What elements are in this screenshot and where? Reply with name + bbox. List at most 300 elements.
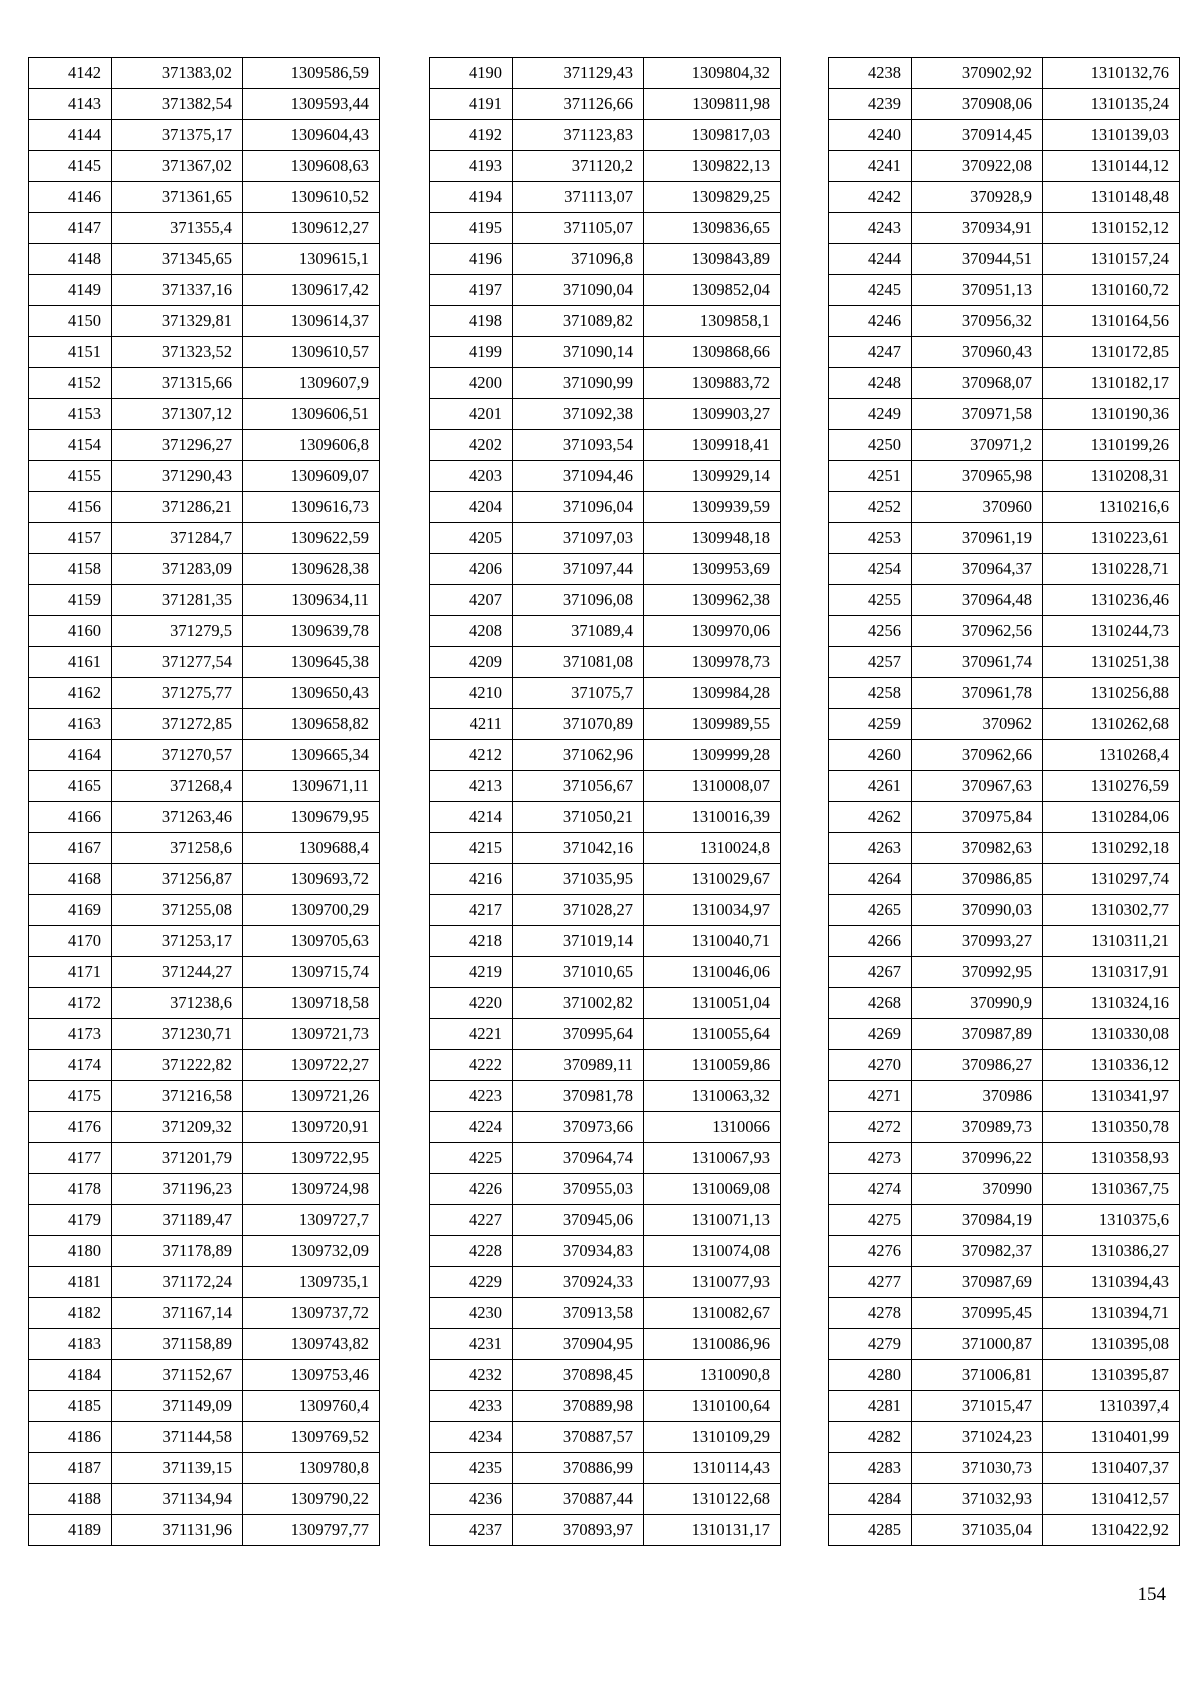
y-coordinate-cell: 1309811,98 (644, 89, 781, 120)
x-coordinate-cell: 370993,27 (912, 926, 1043, 957)
y-coordinate-cell: 1310074,08 (644, 1236, 781, 1267)
table-row (29, 1267, 380, 1298)
point-number-cell: 4178 (29, 1174, 112, 1205)
point-number-cell: 4199 (430, 337, 513, 368)
table-row (430, 492, 781, 523)
table-row (829, 833, 1180, 864)
point-number-cell: 4152 (29, 368, 112, 399)
table-row (29, 1329, 380, 1360)
table-row (829, 647, 1180, 678)
y-coordinate-cell: 1310040,71 (644, 926, 781, 957)
table-row (829, 1515, 1180, 1546)
y-coordinate-cell: 1310152,12 (1043, 213, 1180, 244)
point-number-cell: 4213 (430, 771, 513, 802)
table-row (29, 926, 380, 957)
point-number-cell: 4217 (430, 895, 513, 926)
table-row (430, 1112, 781, 1143)
y-coordinate-cell: 1310324,16 (1043, 988, 1180, 1019)
x-coordinate-cell: 371042,16 (513, 833, 644, 864)
x-coordinate-cell: 371050,21 (513, 802, 644, 833)
x-coordinate-cell: 370944,51 (912, 244, 1043, 275)
point-number-cell: 4268 (829, 988, 912, 1019)
point-number-cell: 4219 (430, 957, 513, 988)
y-coordinate-cell: 1310071,13 (644, 1205, 781, 1236)
x-coordinate-cell: 370982,37 (912, 1236, 1043, 1267)
table-row (29, 337, 380, 368)
y-coordinate-cell: 1309883,72 (644, 368, 781, 399)
y-coordinate-cell: 1309737,72 (243, 1298, 380, 1329)
y-coordinate-cell: 1310051,04 (644, 988, 781, 1019)
x-coordinate-cell: 370961,74 (912, 647, 1043, 678)
point-number-cell: 4246 (829, 306, 912, 337)
y-coordinate-cell: 1310422,92 (1043, 1515, 1180, 1546)
table-row (29, 368, 380, 399)
y-coordinate-cell: 1309948,18 (644, 523, 781, 554)
x-coordinate-cell: 370971,58 (912, 399, 1043, 430)
x-coordinate-cell: 371094,46 (513, 461, 644, 492)
x-coordinate-cell: 371000,87 (912, 1329, 1043, 1360)
x-coordinate-cell: 371097,03 (513, 523, 644, 554)
x-coordinate-cell: 370990,03 (912, 895, 1043, 926)
point-number-cell: 4176 (29, 1112, 112, 1143)
table-row (430, 337, 781, 368)
x-coordinate-cell: 371290,43 (112, 461, 243, 492)
x-coordinate-cell: 370975,84 (912, 802, 1043, 833)
point-number-cell: 4174 (29, 1050, 112, 1081)
x-coordinate-cell: 370971,2 (912, 430, 1043, 461)
y-coordinate-cell: 1310292,18 (1043, 833, 1180, 864)
y-coordinate-cell: 1310284,06 (1043, 802, 1180, 833)
table-row (29, 1174, 380, 1205)
table-row (829, 523, 1180, 554)
y-coordinate-cell: 1310077,93 (644, 1267, 781, 1298)
table-row (430, 988, 781, 1019)
table-row (829, 275, 1180, 306)
x-coordinate-cell: 371367,02 (112, 151, 243, 182)
table-row (829, 864, 1180, 895)
y-coordinate-cell: 1310109,29 (644, 1422, 781, 1453)
y-coordinate-cell: 1309705,63 (243, 926, 380, 957)
point-number-cell: 4172 (29, 988, 112, 1019)
point-number-cell: 4192 (430, 120, 513, 151)
point-number-cell: 4244 (829, 244, 912, 275)
y-coordinate-cell: 1309612,27 (243, 213, 380, 244)
x-coordinate-cell: 371355,4 (112, 213, 243, 244)
point-number-cell: 4271 (829, 1081, 912, 1112)
x-coordinate-cell: 371092,38 (513, 399, 644, 430)
point-number-cell: 4188 (29, 1484, 112, 1515)
x-coordinate-cell: 370964,48 (912, 585, 1043, 616)
x-coordinate-cell: 370965,98 (912, 461, 1043, 492)
point-number-cell: 4195 (430, 213, 513, 244)
table-row (829, 337, 1180, 368)
table-row (430, 1422, 781, 1453)
point-number-cell: 4254 (829, 554, 912, 585)
y-coordinate-cell: 1310114,43 (644, 1453, 781, 1484)
table-row (430, 802, 781, 833)
y-coordinate-cell: 1310394,43 (1043, 1267, 1180, 1298)
x-coordinate-cell: 371120,2 (513, 151, 644, 182)
table-row (430, 182, 781, 213)
y-coordinate-cell: 1309804,32 (644, 58, 781, 89)
y-coordinate-cell: 1309999,28 (644, 740, 781, 771)
x-coordinate-cell: 371315,66 (112, 368, 243, 399)
point-number-cell: 4180 (29, 1236, 112, 1267)
point-number-cell: 4196 (430, 244, 513, 275)
point-number-cell: 4235 (430, 1453, 513, 1484)
x-coordinate-cell: 371149,09 (112, 1391, 243, 1422)
y-coordinate-cell: 1309868,66 (644, 337, 781, 368)
table-row (430, 957, 781, 988)
table-row (29, 802, 380, 833)
point-number-cell: 4190 (430, 58, 513, 89)
x-coordinate-cell: 370913,58 (513, 1298, 644, 1329)
table-row (829, 1298, 1180, 1329)
x-coordinate-cell: 371062,96 (513, 740, 644, 771)
x-coordinate-cell: 370924,33 (513, 1267, 644, 1298)
point-number-cell: 4267 (829, 957, 912, 988)
table-row (829, 1081, 1180, 1112)
table-row (29, 554, 380, 585)
y-coordinate-cell: 1310228,71 (1043, 554, 1180, 585)
point-number-cell: 4146 (29, 182, 112, 213)
point-number-cell: 4206 (430, 554, 513, 585)
x-coordinate-cell: 370962,56 (912, 616, 1043, 647)
x-coordinate-cell: 370995,64 (513, 1019, 644, 1050)
table-row (829, 585, 1180, 616)
x-coordinate-cell: 371296,27 (112, 430, 243, 461)
x-coordinate-cell: 370961,19 (912, 523, 1043, 554)
y-coordinate-cell: 1309609,07 (243, 461, 380, 492)
coordinate-table-1 (28, 57, 380, 1546)
table-row (829, 492, 1180, 523)
y-coordinate-cell: 1309953,69 (644, 554, 781, 585)
y-coordinate-cell: 1310131,17 (644, 1515, 781, 1546)
x-coordinate-cell: 370928,9 (912, 182, 1043, 213)
x-coordinate-cell: 371178,89 (112, 1236, 243, 1267)
y-coordinate-cell: 1310297,74 (1043, 864, 1180, 895)
point-number-cell: 4249 (829, 399, 912, 430)
x-coordinate-cell: 371134,94 (112, 1484, 243, 1515)
point-number-cell: 4155 (29, 461, 112, 492)
y-coordinate-cell: 1309769,52 (243, 1422, 380, 1453)
point-number-cell: 4149 (29, 275, 112, 306)
table-row (29, 151, 380, 182)
table-row (829, 182, 1180, 213)
table-row (29, 833, 380, 864)
point-number-cell: 4221 (430, 1019, 513, 1050)
y-coordinate-cell: 1309721,73 (243, 1019, 380, 1050)
x-coordinate-cell: 370996,22 (912, 1143, 1043, 1174)
y-coordinate-cell: 1310164,56 (1043, 306, 1180, 337)
point-number-cell: 4179 (29, 1205, 112, 1236)
table-row (829, 1019, 1180, 1050)
y-coordinate-cell: 1310317,91 (1043, 957, 1180, 988)
point-number-cell: 4167 (29, 833, 112, 864)
x-coordinate-cell: 370956,32 (912, 306, 1043, 337)
x-coordinate-cell: 370962,66 (912, 740, 1043, 771)
point-number-cell: 4186 (29, 1422, 112, 1453)
table-row (829, 368, 1180, 399)
y-coordinate-cell: 1309817,03 (644, 120, 781, 151)
point-number-cell: 4273 (829, 1143, 912, 1174)
point-number-cell: 4145 (29, 151, 112, 182)
x-coordinate-cell: 370889,98 (513, 1391, 644, 1422)
table-row (29, 244, 380, 275)
table-row (829, 151, 1180, 182)
table-row (430, 1050, 781, 1081)
point-number-cell: 4203 (430, 461, 513, 492)
y-coordinate-cell: 1309743,82 (243, 1329, 380, 1360)
x-coordinate-cell: 371279,5 (112, 616, 243, 647)
y-coordinate-cell: 1309639,78 (243, 616, 380, 647)
x-coordinate-cell: 371263,46 (112, 802, 243, 833)
table-row (430, 585, 781, 616)
point-number-cell: 4245 (829, 275, 912, 306)
x-coordinate-cell: 370964,37 (912, 554, 1043, 585)
table-row (29, 430, 380, 461)
point-number-cell: 4274 (829, 1174, 912, 1205)
point-number-cell: 4263 (829, 833, 912, 864)
x-coordinate-cell: 370986 (912, 1081, 1043, 1112)
y-coordinate-cell: 1309634,11 (243, 585, 380, 616)
table-row (829, 1484, 1180, 1515)
table-row (29, 1143, 380, 1174)
table-row (829, 1174, 1180, 1205)
x-coordinate-cell: 371375,17 (112, 120, 243, 151)
y-coordinate-cell: 1309645,38 (243, 647, 380, 678)
table-row (430, 1019, 781, 1050)
point-number-cell: 4170 (29, 926, 112, 957)
x-coordinate-cell: 371158,89 (112, 1329, 243, 1360)
point-number-cell: 4214 (430, 802, 513, 833)
point-number-cell: 4153 (29, 399, 112, 430)
x-coordinate-cell: 371081,08 (513, 647, 644, 678)
y-coordinate-cell: 1310256,88 (1043, 678, 1180, 709)
y-coordinate-cell: 1310407,37 (1043, 1453, 1180, 1484)
y-coordinate-cell: 1309780,8 (243, 1453, 380, 1484)
table-row (829, 1050, 1180, 1081)
table-row (29, 988, 380, 1019)
point-number-cell: 4182 (29, 1298, 112, 1329)
x-coordinate-cell: 370908,06 (912, 89, 1043, 120)
point-number-cell: 4258 (829, 678, 912, 709)
table-row (829, 1112, 1180, 1143)
point-number-cell: 4228 (430, 1236, 513, 1267)
x-coordinate-cell: 370934,83 (513, 1236, 644, 1267)
table-row (29, 399, 380, 430)
point-number-cell: 4251 (829, 461, 912, 492)
point-number-cell: 4173 (29, 1019, 112, 1050)
y-coordinate-cell: 1309836,65 (644, 213, 781, 244)
x-coordinate-cell: 371035,95 (513, 864, 644, 895)
table-row (829, 1453, 1180, 1484)
table-row (829, 554, 1180, 585)
table-row (29, 182, 380, 213)
point-number-cell: 4269 (829, 1019, 912, 1050)
y-coordinate-cell: 1310311,21 (1043, 926, 1180, 957)
x-coordinate-cell: 371089,4 (513, 616, 644, 647)
y-coordinate-cell: 1309622,59 (243, 523, 380, 554)
point-number-cell: 4166 (29, 802, 112, 833)
x-coordinate-cell: 370961,78 (912, 678, 1043, 709)
x-coordinate-cell: 371323,52 (112, 337, 243, 368)
x-coordinate-cell: 371209,32 (112, 1112, 243, 1143)
x-coordinate-cell: 371255,08 (112, 895, 243, 926)
y-coordinate-cell: 1310367,75 (1043, 1174, 1180, 1205)
y-coordinate-cell: 1309610,52 (243, 182, 380, 213)
point-number-cell: 4158 (29, 554, 112, 585)
table-row (829, 1329, 1180, 1360)
point-number-cell: 4183 (29, 1329, 112, 1360)
y-coordinate-cell: 1309693,72 (243, 864, 380, 895)
y-coordinate-cell: 1309593,44 (243, 89, 380, 120)
table-row (829, 213, 1180, 244)
y-coordinate-cell: 1310386,27 (1043, 1236, 1180, 1267)
table-row (29, 89, 380, 120)
table-row (430, 895, 781, 926)
table-row (430, 740, 781, 771)
point-number-cell: 4142 (29, 58, 112, 89)
point-number-cell: 4257 (829, 647, 912, 678)
y-coordinate-cell: 1310208,31 (1043, 461, 1180, 492)
table-row (430, 1174, 781, 1205)
table-row (29, 1236, 380, 1267)
y-coordinate-cell: 1310139,03 (1043, 120, 1180, 151)
y-coordinate-cell: 1309586,59 (243, 58, 380, 89)
point-number-cell: 4156 (29, 492, 112, 523)
y-coordinate-cell: 1309606,51 (243, 399, 380, 430)
x-coordinate-cell: 371035,04 (912, 1515, 1043, 1546)
x-coordinate-cell: 371152,67 (112, 1360, 243, 1391)
point-number-cell: 4168 (29, 864, 112, 895)
table-row (829, 1360, 1180, 1391)
x-coordinate-cell: 370934,91 (912, 213, 1043, 244)
table-row (829, 461, 1180, 492)
point-number-cell: 4243 (829, 213, 912, 244)
table-row (829, 1236, 1180, 1267)
x-coordinate-cell: 371096,04 (513, 492, 644, 523)
x-coordinate-cell: 371272,85 (112, 709, 243, 740)
x-coordinate-cell: 371238,6 (112, 988, 243, 1019)
y-coordinate-cell: 1309617,42 (243, 275, 380, 306)
table-row (29, 275, 380, 306)
table-row (29, 1453, 380, 1484)
point-number-cell: 4202 (430, 430, 513, 461)
table-row (29, 740, 380, 771)
point-number-cell: 4160 (29, 616, 112, 647)
point-number-cell: 4229 (430, 1267, 513, 1298)
x-coordinate-cell: 371361,65 (112, 182, 243, 213)
point-number-cell: 4255 (829, 585, 912, 616)
y-coordinate-cell: 1310268,4 (1043, 740, 1180, 771)
y-coordinate-cell: 1309720,91 (243, 1112, 380, 1143)
x-coordinate-cell: 371275,77 (112, 678, 243, 709)
point-number-cell: 4197 (430, 275, 513, 306)
x-coordinate-cell: 371307,12 (112, 399, 243, 430)
point-number-cell: 4164 (29, 740, 112, 771)
y-coordinate-cell: 1310262,68 (1043, 709, 1180, 740)
point-number-cell: 4227 (430, 1205, 513, 1236)
y-coordinate-cell: 1310236,46 (1043, 585, 1180, 616)
y-coordinate-cell: 1310029,67 (644, 864, 781, 895)
table-row (29, 1205, 380, 1236)
x-coordinate-cell: 371277,54 (112, 647, 243, 678)
table-row (29, 616, 380, 647)
x-coordinate-cell: 370893,97 (513, 1515, 644, 1546)
point-number-cell: 4236 (430, 1484, 513, 1515)
point-number-cell: 4260 (829, 740, 912, 771)
point-number-cell: 4226 (430, 1174, 513, 1205)
table-row (430, 1081, 781, 1112)
y-coordinate-cell: 1310397,4 (1043, 1391, 1180, 1422)
y-coordinate-cell: 1310046,06 (644, 957, 781, 988)
table-row (430, 151, 781, 182)
y-coordinate-cell: 1310059,86 (644, 1050, 781, 1081)
point-number-cell: 4163 (29, 709, 112, 740)
table-row (430, 1453, 781, 1484)
table-row (430, 926, 781, 957)
x-coordinate-cell: 370989,11 (513, 1050, 644, 1081)
table-row (829, 244, 1180, 275)
y-coordinate-cell: 1310086,96 (644, 1329, 781, 1360)
table-row (29, 58, 380, 89)
point-number-cell: 4193 (430, 151, 513, 182)
table-row (29, 585, 380, 616)
table-row (829, 988, 1180, 1019)
point-number-cell: 4201 (430, 399, 513, 430)
x-coordinate-cell: 371383,02 (112, 58, 243, 89)
x-coordinate-cell: 371028,27 (513, 895, 644, 926)
y-coordinate-cell: 1310223,61 (1043, 523, 1180, 554)
point-number-cell: 4159 (29, 585, 112, 616)
point-number-cell: 4237 (430, 1515, 513, 1546)
table-row (29, 1484, 380, 1515)
point-number-cell: 4264 (829, 864, 912, 895)
x-coordinate-cell: 371070,89 (513, 709, 644, 740)
x-coordinate-cell: 371337,16 (112, 275, 243, 306)
x-coordinate-cell: 370922,08 (912, 151, 1043, 182)
point-number-cell: 4216 (430, 864, 513, 895)
y-coordinate-cell: 1310122,68 (644, 1484, 781, 1515)
table-row (829, 399, 1180, 430)
table-row (430, 399, 781, 430)
x-coordinate-cell: 370887,57 (513, 1422, 644, 1453)
x-coordinate-cell: 371281,35 (112, 585, 243, 616)
x-coordinate-cell: 371010,65 (513, 957, 644, 988)
table-row (430, 1484, 781, 1515)
y-coordinate-cell: 1310394,71 (1043, 1298, 1180, 1329)
table-row (29, 1360, 380, 1391)
x-coordinate-cell: 370898,45 (513, 1360, 644, 1391)
x-coordinate-cell: 371105,07 (513, 213, 644, 244)
table-row (829, 306, 1180, 337)
x-coordinate-cell: 371093,54 (513, 430, 644, 461)
point-number-cell: 4283 (829, 1453, 912, 1484)
point-number-cell: 4265 (829, 895, 912, 926)
y-coordinate-cell: 1309722,95 (243, 1143, 380, 1174)
y-coordinate-cell: 1309732,09 (243, 1236, 380, 1267)
point-number-cell: 4177 (29, 1143, 112, 1174)
point-number-cell: 4275 (829, 1205, 912, 1236)
point-number-cell: 4238 (829, 58, 912, 89)
x-coordinate-cell: 371113,07 (513, 182, 644, 213)
coordinate-table-3 (828, 57, 1180, 1546)
table-row (430, 1205, 781, 1236)
y-coordinate-cell: 1309989,55 (644, 709, 781, 740)
y-coordinate-cell: 1310244,73 (1043, 616, 1180, 647)
table-row (829, 895, 1180, 926)
